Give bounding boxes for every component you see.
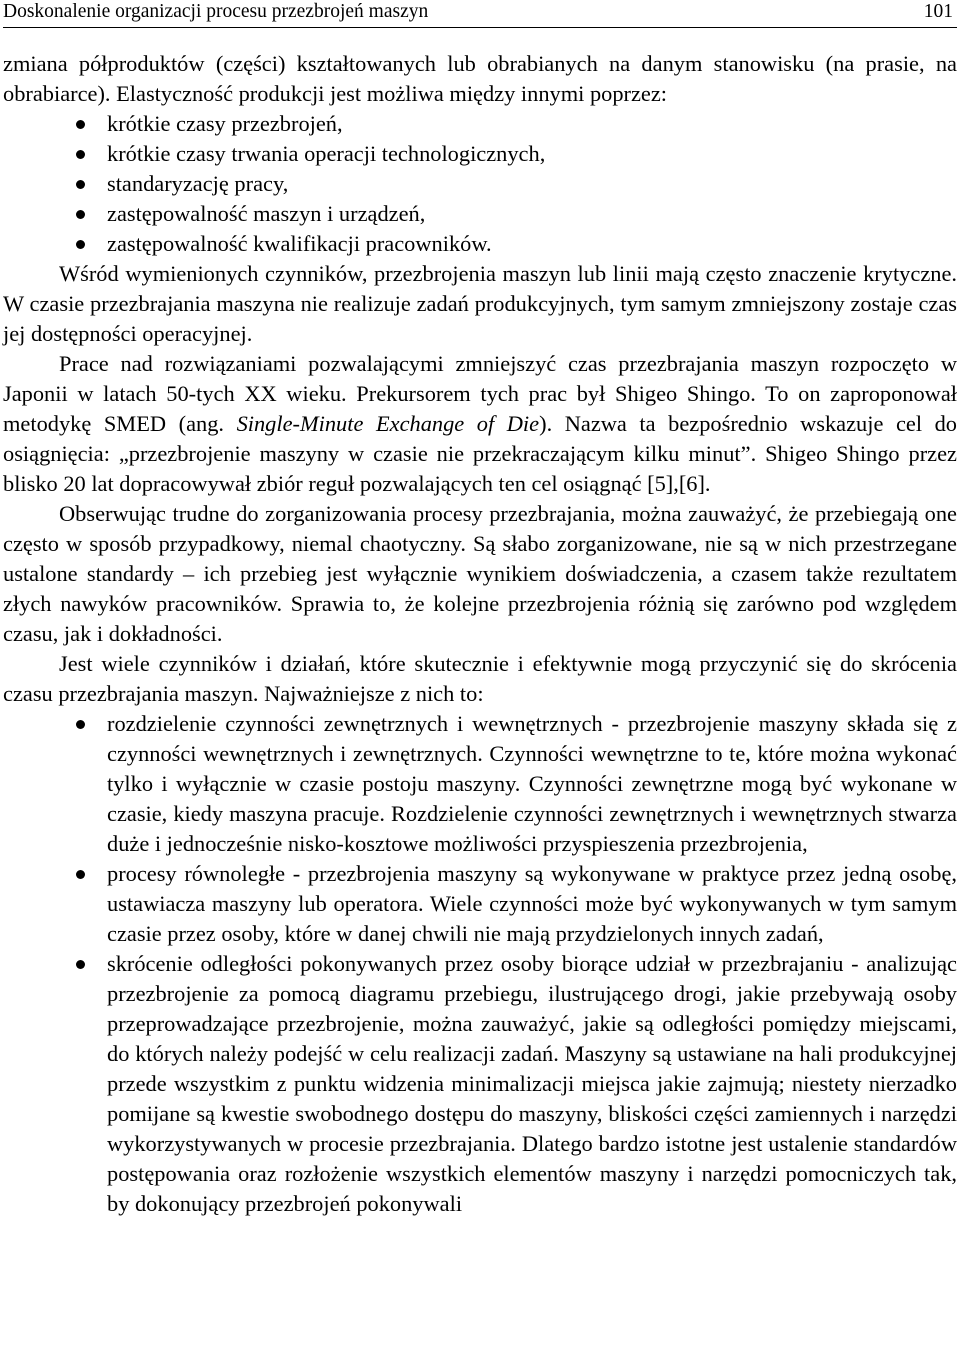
list-item: zastępowalność maszyn i urządzeń, xyxy=(3,199,957,229)
running-title: Doskonalenie organizacji procesu przezbrojeń maszyn xyxy=(3,1,429,22)
list-item: zastępowalność kwalifikacji pracowników. xyxy=(3,229,957,259)
smed-expansion: Single-Minute Exchange of Die xyxy=(236,411,540,436)
paragraph-factors-intro: Jest wiele czynników i działań, które skutecznie i efektywnie mogą przyczynić się do skrócenia czasu przezbrajania maszyn. Najważniejsze z nich to: xyxy=(3,651,957,706)
smed-text-after: ). Nazwa ta bezpośrednio wskazuje cel do osiągnięcia: „przezbrojenie maszyny w czasie nie przekraczającym kilku minut”. Shigeo Shingo przez blisko 20 lat dopracowywał zbiór reguł pozwalających ten cel osiągnąć [5],[6]. xyxy=(3,411,957,496)
list-item: skrócenie odległości pokonywanych przez osoby biorące udział w przezbrajaniu - analizując przezbrojenie za pomocą diagramu przebiegu, ilustrującego drogi, jakie przebywają osoby przeprowadzające przezbrojenie, można zauważyć, jakie są odległości pomiędzy miejscami, do których należy podejść w celu realizacji zadań. Maszyny są ustawiane na hali produkcyjnej przede wszystkim z punktu widzenia minimalizacji miejsca jakie zajmują; niestety nierzadko pomijane są kwestie swobodnego dostępu do maszyny, bliskości części zamiennych i narzędzi wykorzystywanych w procesie przezbrajania. Dlatego bardzo istotne jest ustalenie standardów postępowania oraz rozłożenie wszystkich elementów maszyny i narzędzi pomocniczych tak, by dokonujący przezbrojeń pokonywali xyxy=(3,949,957,1219)
paragraph-critical-factors: Wśród wymienionych czynników, przezbrojenia maszyn lub linii mają często znaczenie krytyczne. W czasie przezbrajania maszyna nie realizuje zadań produkcyjnych, tym samym zmniejszony zostaje czas jej dostępności operacyjnej. xyxy=(3,261,957,346)
page-number: 101 xyxy=(923,1,953,22)
document-page xyxy=(3,0,957,1219)
list-item: krótkie czasy trwania operacji technologicznych, xyxy=(3,139,957,169)
changeover-factors-list xyxy=(3,709,957,1219)
list-item: krótkie czasy przezbrojeń, xyxy=(3,109,957,139)
paragraph-smed xyxy=(3,349,957,499)
list-item: rozdzielenie czynności zewnętrznych i wewnętrznych - przezbrojenie maszyny składa się z czynności wewnętrznych i zewnętrznych. Czynności wewnętrzne to te, które można wykonać tylko i wyłącznie w czasie postoju maszyny. Czynności zewnętrzne mogą być wykonane w czasie, kiedy maszyna pracuje. Rozdzielenie czynności zewnętrznych i wewnętrznych stwarza duże i jednocześnie nisko-kosztowe możliwości przyspieszenia przezbrojenia, xyxy=(3,709,957,859)
list-item: procesy równoległe - przezbrojenia maszyny są wykonywane w praktyce przez jedną osobę, ustawiacza maszyny lub operatora. Wiele czynności może być wykonywanych w tym samym czasie przez osoby, które w danej chwili nie mają przydzielonych innych zadań, xyxy=(3,859,957,949)
flexibility-factors-list xyxy=(3,109,957,259)
paragraph-flexibility: zmiana półproduktów (części) kształtowanych lub obrabianych na danym stanowisku (na prasie, na obrabiarce). Elastyczność produkcji jest możliwa między innymi poprzez: xyxy=(3,51,957,106)
list-item: standaryzację pracy, xyxy=(3,169,957,199)
smed-text-before: Prace nad rozwiązaniami pozwalającymi zmniejszyć czas przezbrajania maszyn rozpoczęto w Japonii w latach 50-tych XX wieku. Prekursorem tych prac był Shigeo Shingo. To on zaproponował metodykę SMED (ang. xyxy=(3,351,957,436)
body-text xyxy=(3,49,957,1219)
paragraph-observations: Obserwując trudne do zorganizowania procesy przezbrajania, można zauważyć, że przebiegają one często w sposób przypadkowy, niemal chaotyczny. Są słabo zorganizowane, nie są w nich przestrzegane ustalone standardy – ich przebieg jest wyłącznie wynikiem doświadczenia, a czasem także rezultatem złych nawyków pracowników. Sprawia to, że kolejne przezbrojenia różnią się zarówno pod względem czasu, jak i dokładności. xyxy=(3,501,957,646)
running-header xyxy=(3,0,957,28)
